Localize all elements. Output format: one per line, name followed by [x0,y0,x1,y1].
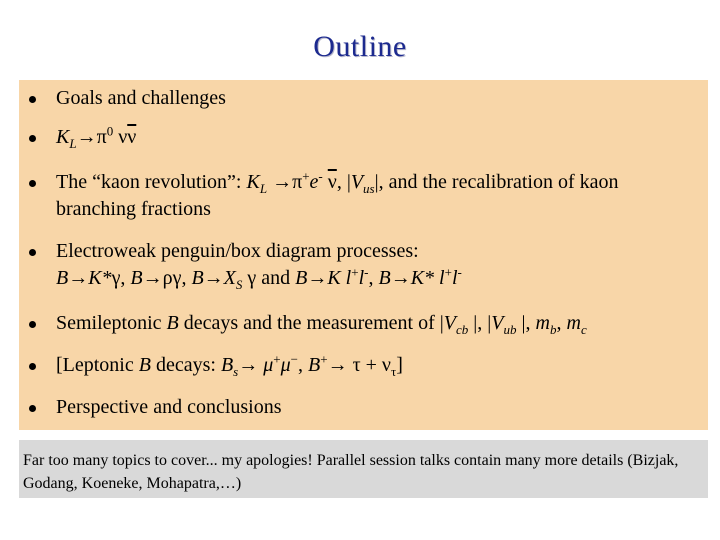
bullet-icon [29,249,36,256]
outline-item-text: Semileptonic B decays and the measurement of $|V_{cb}$ |, $|V_{ub}$ |, $m_b$, $m_c$ [56,312,587,337]
slide-title: Outline [313,30,407,63]
outline-item-text: The “kaon revolution”: $K_L \to\pi^+e^-$ $\overline{\nu}$, $|V_{us}|$, and the recalibration of kaon branching fractions [56,168,619,220]
outline-item-text: Perspective and conclusions [56,396,282,418]
bullet-icon [29,180,36,187]
outline-item-text: Electroweak penguin/box diagram processes: B→K*γ, B→ργ, $B\to X_S$ γ and B→K l+l-, B→K* l+l- [56,240,462,292]
outline-item-text: Goals and challenges [56,87,226,109]
outline-panel [19,80,708,430]
bullet-icon [29,135,36,142]
footnote-text: Far too many topics to cover... my apologies! Parallel session talks contain many more details (Bizjak, Godang, Koeneke, Mohapatra,…) [23,452,679,492]
footnote-box [19,440,708,498]
outline-item-text: [Leptonic B decays: $B_s\to \mu^+\mu^-$, $B^+\to \tau + \nu_\tau$] [56,351,403,379]
bullet-icon [29,321,36,328]
bullet-icon [29,363,36,370]
bullet-icon [29,96,36,103]
outline-item-text: $K_L\to\pi^0$ $\nu\overline{\nu}$ [56,123,137,151]
bullet-icon [29,405,36,412]
